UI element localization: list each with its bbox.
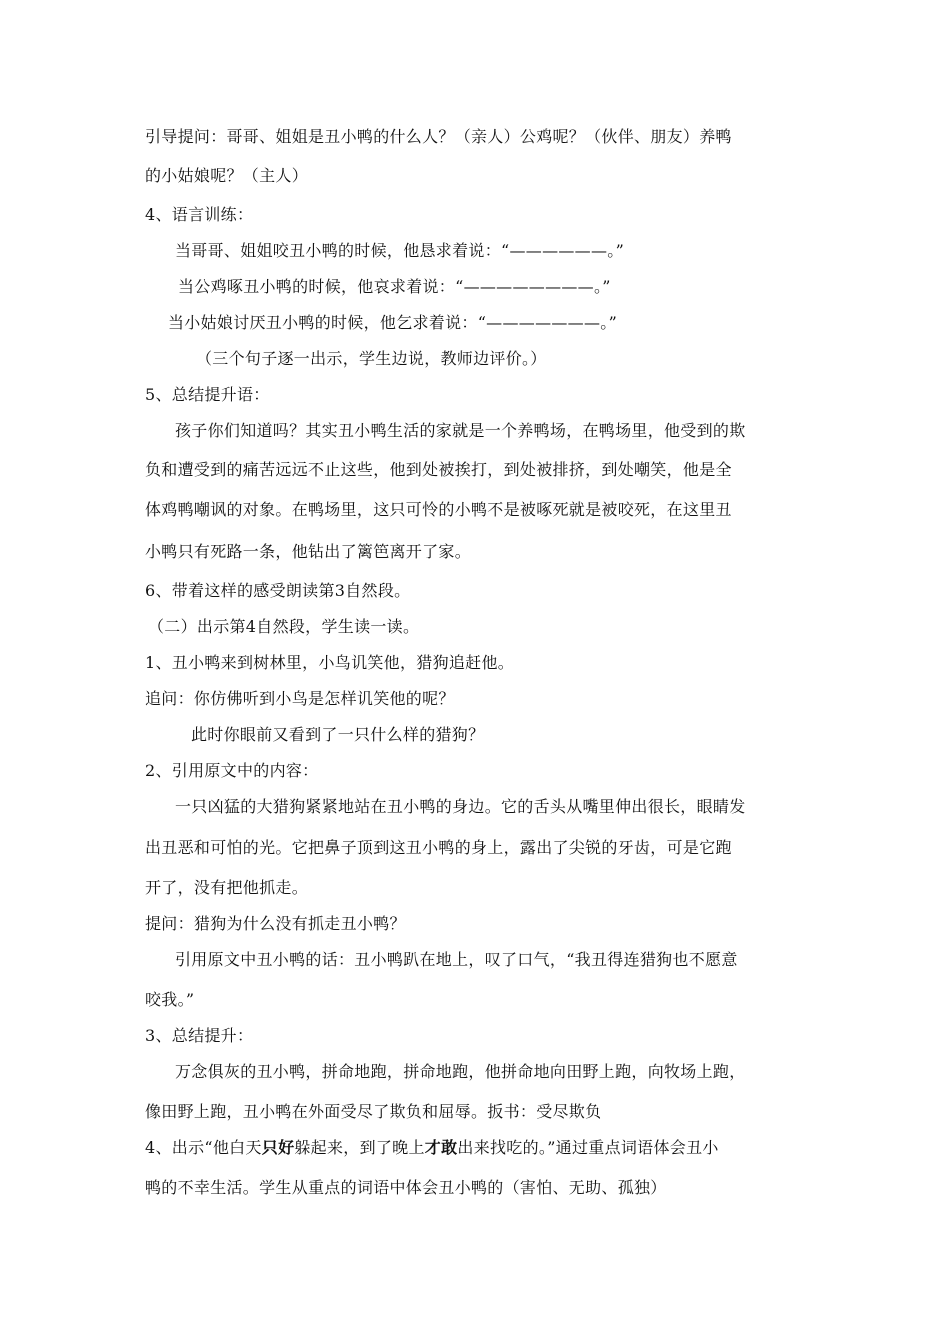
- text-line: 追问：你仿佛听到小鸟是怎样讥笑他的呢？: [145, 689, 455, 708]
- text-line: 此时你眼前又看到了一只什么样的猎狗？: [191, 725, 485, 744]
- text-line: 咬我。”: [145, 990, 195, 1009]
- section-heading: 6、带着这样的感受朗读第3自然段。: [145, 581, 411, 600]
- text-line: 当公鸡啄丑小鸭的时候，他哀求着说：“————————。”: [178, 277, 611, 296]
- text-line: 体鸡鸭嘲讽的对象。在鸭场里，这只可怜的小鸭不是被啄死就是被咬死，在这里丑: [145, 500, 732, 519]
- emphasis-keyword: 只好: [261, 1138, 295, 1157]
- section-heading: 5、总结提升语：: [145, 385, 270, 404]
- section-heading: 3、总结提升：: [145, 1026, 254, 1045]
- text-segment: 出来找吃的。”通过重点词语体会丑小: [457, 1138, 719, 1157]
- text-line: 当小姑娘讨厌丑小鸭的时候，他乞求着说：“———————。”: [168, 313, 618, 332]
- section-heading: 4、语言训练：: [145, 205, 254, 224]
- text-line: 的小姑娘呢？（主人）: [145, 166, 309, 185]
- text-line: 引导提问：哥哥、姐姐是丑小鸭的什么人？（亲人）公鸡呢？（伙伴、朋友）养鸭: [145, 127, 732, 146]
- text-segment: 4、出示“他白天: [145, 1138, 262, 1157]
- text-line: 小鸭只有死路一条，他钻出了篱笆离开了家。: [145, 542, 472, 561]
- text-line: 当哥哥、姐姐咬丑小鸭的时候，他恳求着说：“——————。”: [175, 241, 625, 260]
- section-heading: 2、引用原文中的内容：: [145, 761, 319, 780]
- text-line: [145, 1138, 719, 1158]
- section-heading: （二）出示第4自然段，学生读一读。: [148, 617, 420, 636]
- text-line: 负和遭受到的痛苦远远不止这些，他到处被挨打，到处被排挤，到处嘲笑，他是全: [145, 460, 732, 479]
- text-line: 万念俱灰的丑小鸭，拼命地跑，拼命地跑，他拼命地向田野上跑，向牧场上跑，: [175, 1062, 746, 1081]
- text-line: 1、丑小鸭来到树林里，小鸟讥笑他，猎狗追赶他。: [145, 653, 515, 672]
- text-line: 出丑恶和可怕的光。它把鼻子顶到这丑小鸭的身上，露出了尖锐的牙齿，可是它跑: [145, 838, 732, 857]
- text-line: 孩子你们知道吗？其实丑小鸭生活的家就是一个养鸭场，在鸭场里，他受到的欺: [175, 421, 746, 440]
- emphasis-keyword: 才敢: [424, 1138, 458, 1157]
- text-line: 引用原文中丑小鸭的话：丑小鸭趴在地上，叹了口气，“我丑得连猎狗也不愿意: [175, 950, 738, 969]
- text-line: 像田野上跑，丑小鸭在外面受尽了欺负和屈辱。扳书：受尽欺负: [145, 1102, 602, 1121]
- text-line: 开了，没有把他抓走。: [145, 878, 309, 897]
- text-line: 一只凶猛的大猎狗紧紧地站在丑小鸭的身边。它的舌头从嘴里伸出很长，眼睛发: [175, 797, 746, 816]
- text-line: 提问：猎狗为什么没有抓走丑小鸭？: [145, 914, 406, 933]
- text-line: （三个句子逐一出示，学生边说，教师边评价。）: [196, 349, 547, 368]
- text-segment: 躲起来，到了晚上: [294, 1138, 425, 1157]
- text-line: 鸭的不幸生活。学生从重点的词语中体会丑小鸭的（害怕、无助、孤独）: [145, 1178, 667, 1197]
